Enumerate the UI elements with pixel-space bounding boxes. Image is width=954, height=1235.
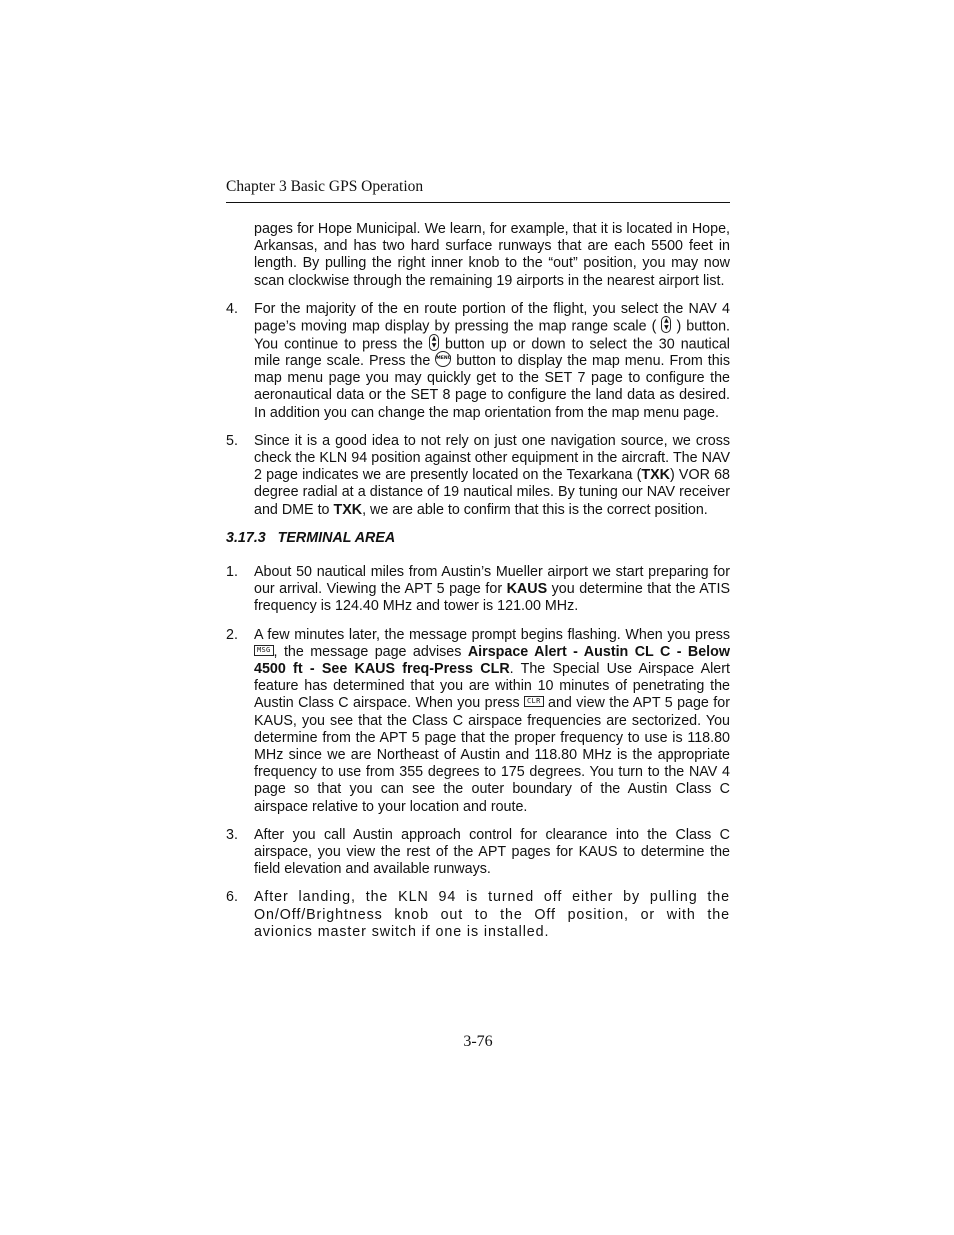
item-number: 3.	[226, 826, 238, 843]
item-text: About 50 nautical miles from Austin’s Mueller airport we start preparing for our arrival. Viewing the APT 5 page for KAUS you determine that the ATIS frequency is 124.40 MHz and tower is 121.00 MHz.	[254, 564, 730, 615]
page-number: 3-76	[463, 1033, 493, 1050]
terminal-item-2	[226, 627, 730, 816]
clr-button-icon: CLR	[524, 696, 544, 707]
intro-paragraph: pages for Hope Municipal. We learn, for example, that it is located in Hope, Arkansas, and has two hard surface runways that are each 5500 feet in length. By pulling the right inner knob to the “out” position, you may now scan clockwise through the remaining 19 airports in the nearest airport list.	[254, 221, 730, 289]
item-number: 2.	[226, 626, 238, 643]
item-number: 4.	[226, 300, 238, 317]
range-scale-icon: ▲ ▼	[661, 316, 671, 333]
item-text: After landing, the KLN 94 is turned off either by pulling the On/Off/Brightness knob out to the Off position, or with the avionics master switch if one is installed.	[254, 889, 730, 940]
range-scale-icon: ▲ ▼	[429, 334, 439, 351]
item-text: For the majority of the en route portion of the flight, you select the NAV 4 page’s moving map display by pressing the map range scale ( ▲ ▼ ) button. You continue to press the ▲ ▼ button up or down to select the 30 nautical mile range scale. Press the MENU button to display the map menu. From this map menu page you may quickly get to the SET 7 page to configure the aeronautical data or the SET 8 page to configure the land data as desired. In addition you can change the map orientation from the map menu page.	[254, 300, 730, 421]
item-number: 6.	[226, 889, 238, 906]
item-number: 1.	[226, 564, 238, 581]
terminal-item-6	[226, 889, 730, 941]
item-text: Since it is a good idea to not rely on just one navigation source, we cross check the KLN 94 position against other equipment in the aircraft. The NAV 2 page indicates we are presently located on the Texarkana (TXK) VOR 68 degree radial at a distance of 19 nautical miles. By tuning our NAV receiver and DME to TXK, we are able to confirm that this is the correct position.	[254, 432, 731, 518]
item-number: 5.	[226, 432, 238, 449]
body-text	[226, 221, 730, 941]
msg-button-icon: MSG	[254, 645, 274, 656]
list-item-4	[226, 301, 730, 422]
item-text: After you call Austin approach control for clearance into the Class C airspace, you view the rest of the APT pages for KAUS to determine the field elevation and available runways.	[254, 826, 730, 878]
item-text: A few minutes later, the message prompt begins flashing. When you press MSG , the message page advises Airspace Alert - Austin CL C - Below 4500 ft - See KAUS freq-Press CLR. The Special Use Airspace Alert feature has determined that you are within 10 minutes of penetrating the Austin Class C airspace. When you press CLR and view the APT 5 page for KAUS, you see that the Class C airspace frequencies are sectorized. You determine from the APT 5 page that the proper frequency to use is 118.80 MHz since we are Northeast of Austin and 118.80 MHz is the appropriate frequency to use from 355 degrees to 175 degrees. You turn to the NAV 4 page so that you can see the outer boundary of the Austin Class C airspace relative to your location and route.	[254, 626, 730, 815]
list-item-5	[226, 433, 730, 519]
chapter-header: Chapter 3 Basic GPS Operation	[226, 178, 730, 203]
menu-button-icon: MENU	[435, 351, 451, 367]
terminal-item-1	[226, 564, 730, 616]
terminal-item-3	[226, 827, 730, 879]
section-heading: 3.17.3 TERMINAL AREA	[226, 529, 396, 546]
